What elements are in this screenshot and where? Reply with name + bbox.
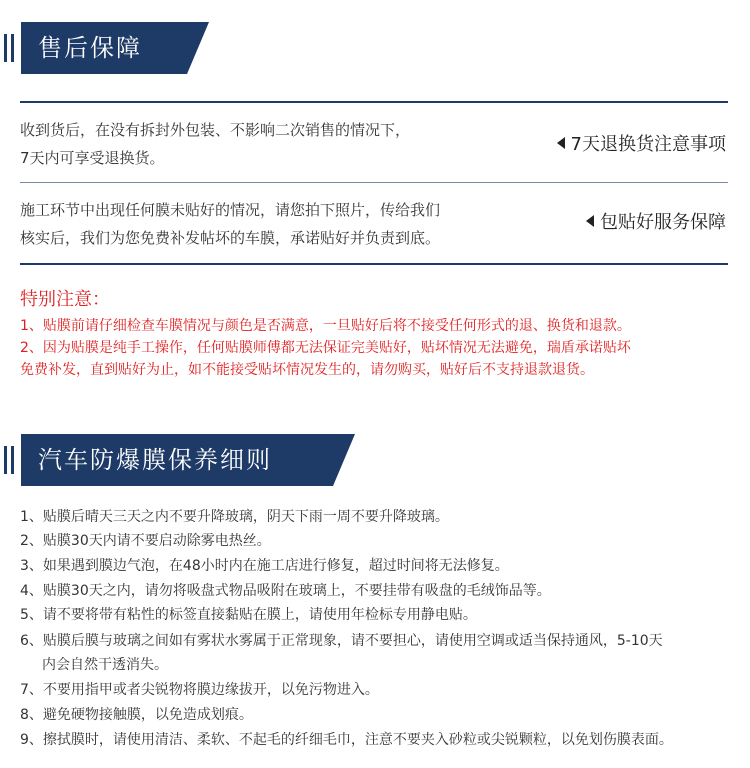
after-sales-banner bbox=[0, 22, 210, 74]
return-policy-text bbox=[20, 116, 410, 172]
banner-stripes bbox=[0, 22, 22, 74]
service-guarantee-tag bbox=[586, 208, 726, 234]
care-title: 汽车防爆膜保养细则 bbox=[38, 446, 272, 474]
care-banner bbox=[0, 434, 356, 486]
divider-middle bbox=[20, 182, 728, 183]
care-item: 2、贴膜30天内请不要启动除雾电热丝。 bbox=[20, 533, 271, 549]
notice-item: 1、贴膜前请仔细检查车膜情况与颜色是否满意，一旦贴好后将不接受任何形式的退、换货和退款。 bbox=[20, 318, 631, 334]
care-item: 9、擦拭膜时，请使用清洁、柔软、不起毛的纤细毛巾，注意不要夹入砂粒或尖锐颗粒，以免划伤膜表面。 bbox=[20, 732, 673, 748]
return-policy-tag bbox=[557, 130, 726, 156]
service-guarantee-tag-label: 包贴好服务保障 bbox=[600, 212, 726, 233]
care-item: 5、请不要将带有粘性的标签直接黏贴在膜上，请使用年检标专用静电贴。 bbox=[20, 607, 477, 623]
care-item: 1、贴膜后晴天三天之内不要升降玻璃，阴天下雨一周不要升降玻璃。 bbox=[20, 509, 449, 525]
triangle-left-icon bbox=[586, 215, 594, 227]
return-policy-line: 收到货后，在没有拆封外包装、不影响二次销售的情况下， bbox=[20, 121, 411, 139]
divider-bottom bbox=[20, 263, 728, 265]
triangle-left-icon bbox=[557, 137, 565, 149]
care-item: 7、不要用指甲或者尖锐物将膜边缘拔开，以免污物进入。 bbox=[20, 682, 379, 698]
notice-item: 2、因为贴膜是纯手工操作，任何贴膜师傅都无法保证完美贴好，贴坏情况无法避免，瑞盾承诺贴坏 bbox=[20, 340, 631, 356]
return-policy-line: 7天内可享受退换货。 bbox=[20, 149, 165, 167]
notice-item: 免费补发，直到贴好为止，如不能接受贴坏情况发生的，请勿购买，贴好后不支持退款退货。 bbox=[20, 362, 594, 378]
care-item: 6、贴膜后膜与玻璃之间如有雾状水雾属于正常现象，请不要担心，请使用空调或适当保持通风，5-10天 bbox=[20, 633, 663, 649]
care-item: 3、如果遇到膜边气泡，在48小时内在施工店进行修复，超过时间将无法修复。 bbox=[20, 558, 509, 574]
service-guarantee-line: 施工环节中出现任何膜未贴好的情况，请您拍下照片，传给我们 bbox=[20, 201, 441, 219]
banner-stripes bbox=[0, 434, 22, 486]
notice-title: 特别注意： bbox=[20, 289, 110, 310]
service-guarantee-line: 核实后，我们为您免费补发帖坏的车膜，承诺贴好并负责到底。 bbox=[20, 229, 441, 247]
care-item: 内会自然干透消失。 bbox=[42, 657, 168, 673]
return-policy-tag-label: 7天退换货注意事项 bbox=[570, 134, 726, 155]
care-item: 8、避免硬物接触膜，以免造成划痕。 bbox=[20, 707, 253, 723]
divider-top bbox=[20, 101, 728, 103]
after-sales-title: 售后保障 bbox=[38, 34, 142, 62]
notice-list bbox=[20, 315, 732, 381]
care-item: 4、贴膜30天之内，请勿将吸盘式物品吸附在玻璃上，不要挂带有吸盘的毛绒饰品等。 bbox=[20, 583, 551, 599]
service-guarantee-text bbox=[20, 196, 440, 252]
